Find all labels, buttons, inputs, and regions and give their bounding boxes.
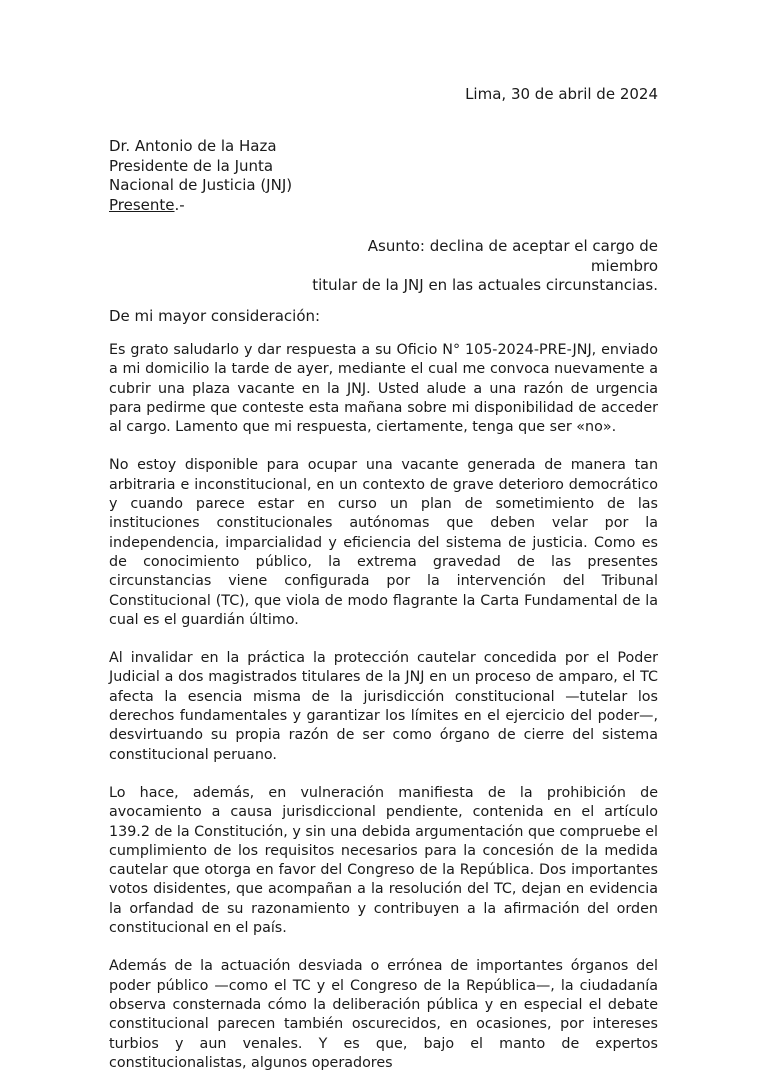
addressee-block [109,137,292,215]
addressee-closing [109,196,292,216]
letter-body [109,341,658,1092]
body-paragraph-2: No estoy disponible para ocupar una vacante generada de manera tan arbitraria e inconstitucional, en un contexto de grave deterioro democrático y cuando parece estar en curso un plan de sometimiento de las instituciones constitucionales autónomas que deben velar por la independencia, imparcialidad y eficiencia del sistema de justicia. Como es de conocimiento público, la extrema gravedad de las presentes circunstancias viene configurada por la intervención del Tribunal Constitucional (TC), que viola de modo flagrante la Carta Fundamental de la cual es el guardián último. [109,457,658,628]
presente-suffix: .- [174,195,185,214]
salutation: De mi mayor consideración: [109,307,321,325]
subject-block [298,237,658,296]
subject-line1: Asunto: declina de aceptar el cargo de miembro [367,237,658,275]
body-paragraph-5: Además de la actuación desviada o errónea de importantes órganos del poder público —como el TC y el Congreso de la República—, la ciudadanía observa consternada cómo la deliberación pública y en especial el debate constitucional parecen también oscurecidos, en ocasiones, por intereses turbios y aun venales. Y es que, bajo el manto de expertos constitucionalistas, algunos operadores [109,958,658,1071]
subject-line2: titular de la JNJ en las actuales circunstancias. [312,276,658,294]
body-paragraph-4: Lo hace, además, en vulneración manifiesta de la prohibición de avocamiento a causa jurisdiccional pendiente, contenida en el artículo 139.2 de la Constitución, y sin una debida argumentación que compruebe el cumplimiento de los requisitos necesarios para la concesión de la medida cautelar que otorga en favor del Congreso de la República. Dos importantes votos disidentes, que acompañan a la resolución del TC, dejan en evidencia la orfandad de su razonamiento y contribuyen a la afirmación del orden constitucional en el país. [109,784,659,937]
presente-word: Presente [109,195,175,214]
body-paragraph-3: Al invalidar en la práctica la protección cautelar concedida por el Poder Judicial a dos magistrados titulares de la JNJ en un proceso de amparo, el TC afecta la esencia misma de la jurisdicción constitucional —tutelar los derechos fundamentales y garantizar los límites en el ejercicio del poder—, desvirtuando su propia razón de ser como órgano de cierre del sistema constitucional peruano. [109,650,658,763]
addressee-title-line1: Presidente de la Junta [109,156,274,175]
addressee-name: Dr. Antonio de la Haza [109,137,277,155]
letter-date: Lima, 30 de abril de 2024 [465,85,658,103]
addressee-title-line2: Nacional de Justicia (JNJ) [109,176,293,194]
body-paragraph-1: Es grato saludarlo y dar respuesta a su Oficio N° 105-2024-PRE-JNJ, enviado a mi domicilio la tarde de ayer, mediante el cual me convoca nuevamente a cubrir una plaza vacante en la JNJ. Usted alude a una razón de urgencia para pedirme que conteste esta mañana sobre mi disponibilidad de acceder al cargo. Lamento que mi respuesta, ciertamente, tenga que ser «no». [109,342,658,436]
